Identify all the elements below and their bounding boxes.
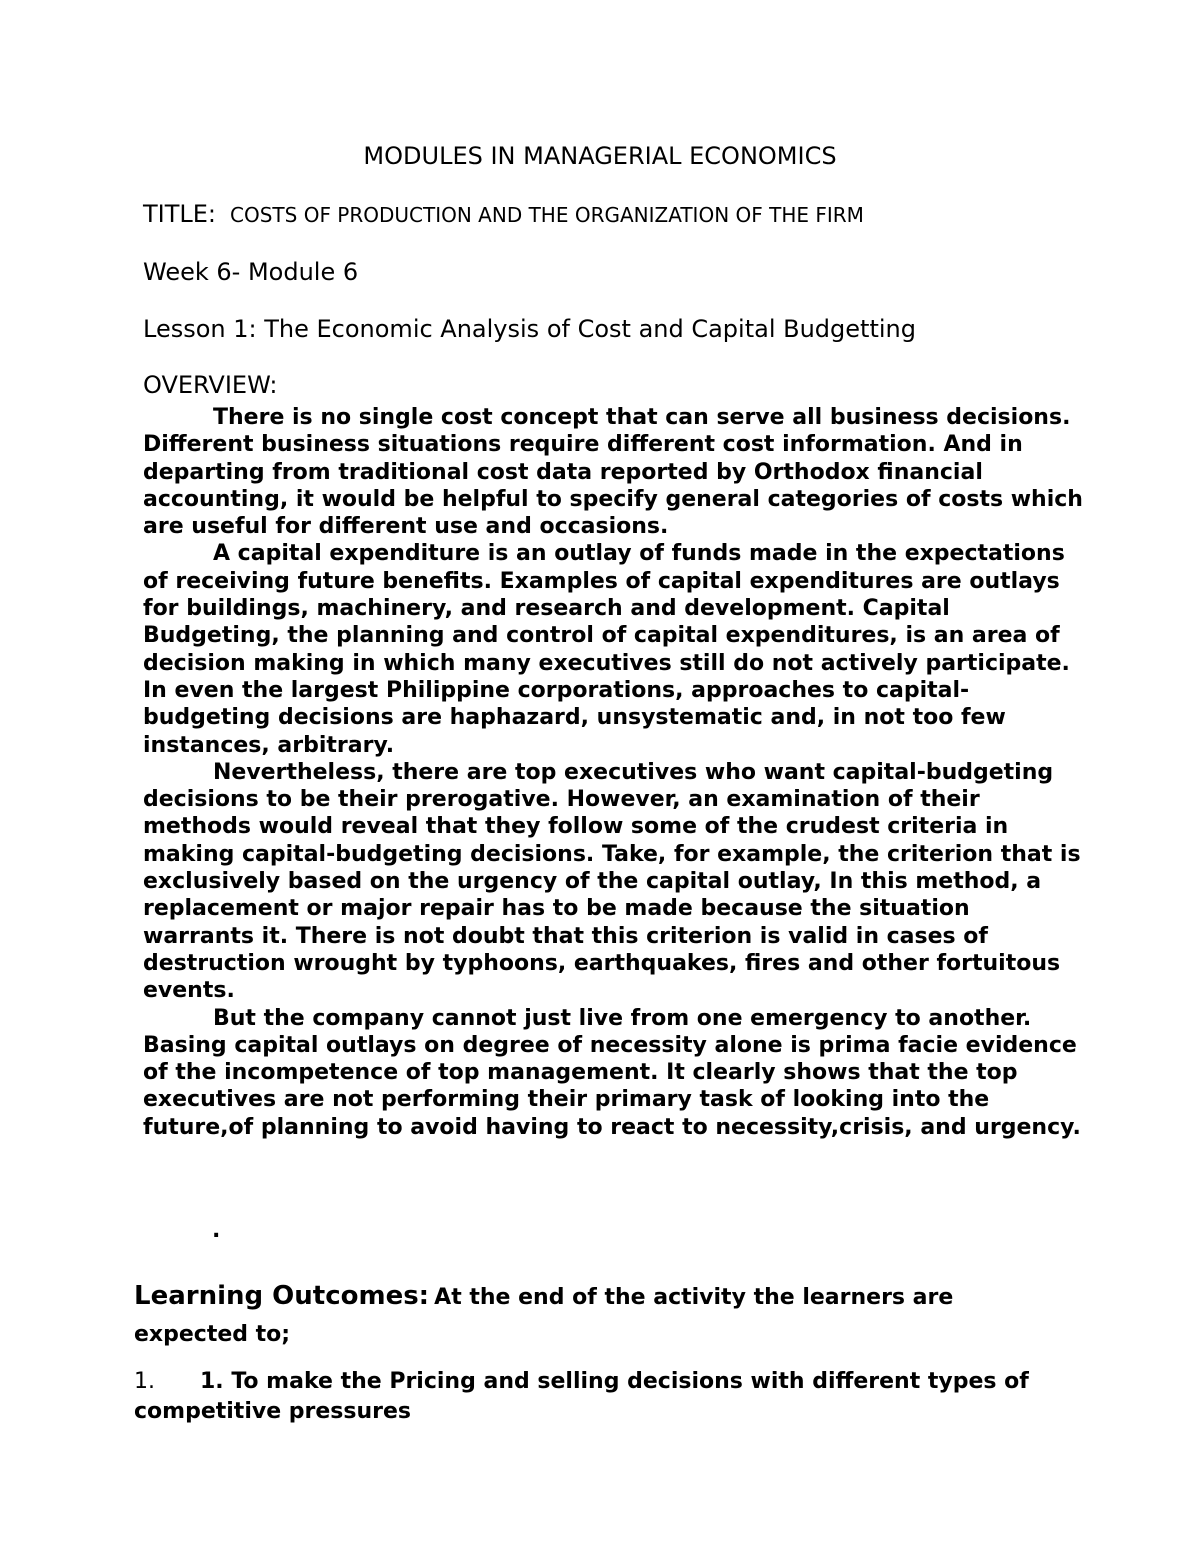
learning-outcomes-label: Learning Outcomes: bbox=[134, 1281, 430, 1311]
overview-body bbox=[143, 404, 1083, 1141]
overview-paragraph-2: A capital expenditure is an outlay of funds made in the expectations of receiving future benefits. Examples of capital expenditures are outlays for buildings, machinery, and research and development. Capital Budgeting, the planning and control of capital expenditures, is an area of decision making in which many executives still do not actively participate. In even the largest Philippine corporations, approaches to capital-budgeting decisions are haphazard, unsystematic and, in not too few instances, arbitrary. bbox=[143, 541, 1070, 758]
overview-label: OVERVIEW: bbox=[143, 371, 278, 399]
outcome-item bbox=[134, 1367, 1074, 1427]
outcome-text: 1. To make the Pricing and selling decisions with different types of competitive pressures bbox=[134, 1369, 1029, 1424]
title-value: COSTS OF PRODUCTION AND THE ORGANIZATION OF THE FIRM bbox=[230, 203, 864, 227]
outcome-number: 1. bbox=[134, 1369, 155, 1394]
title-line bbox=[143, 200, 864, 228]
title-label: TITLE: bbox=[143, 200, 217, 228]
stray-dot: . bbox=[212, 1218, 221, 1243]
overview-paragraph-3: Nevertheless, there are top executives who want capital-budgeting decisions to be their prerogative. However, an examination of their methods would reveal that they follow some of the crudest criteria in making capital-budgeting decisions. Take, for example, the criterion that is exclusively based on the urgency of the capital outlay, In this method, a replacement or major repair has to be made because the situation warrants it. There is not doubt that this criterion is valid in cases of destruction wrought by typhoons, earthquakes, fires and other fortuitous events. bbox=[143, 759, 1081, 1004]
overview-paragraph-4: But the company cannot just live from one emergency to another. Basing capital outlays on degree of necessity alone is prima facie evidence of the incompetence of top management. It clearly shows that the top executives are not performing their primary task of looking into the future,of planning to avoid having to react to necessity,crisis, and urgency. bbox=[143, 1005, 1081, 1140]
overview-paragraph-1: There is no single cost concept that can serve all business decisions. Different business situations require different cost information. And in departing from traditional cost data reported by Orthodox financial accounting, it would be helpful to specify general categories of costs which are useful for different use and occasions. bbox=[143, 405, 1083, 540]
week-label: Week 6- Module 6 bbox=[143, 258, 359, 286]
learning-outcomes bbox=[134, 1278, 1074, 1354]
learning-outcomes-intro: At the end of the activity the learners are expected to; bbox=[134, 1285, 954, 1347]
lesson-title: Lesson 1: The Economic Analysis of Cost and Capital Budgetting bbox=[143, 315, 916, 343]
module-heading: MODULES IN MANAGERIAL ECONOMICS bbox=[363, 142, 837, 170]
